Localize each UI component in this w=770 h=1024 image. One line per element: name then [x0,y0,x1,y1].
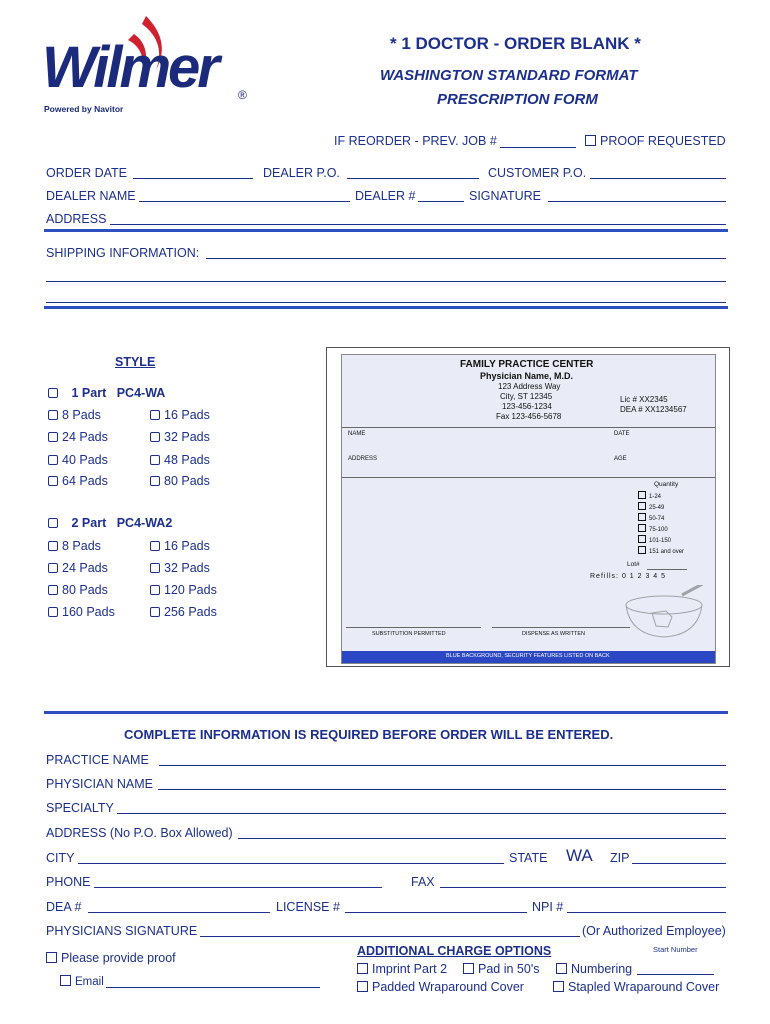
pad-checkbox[interactable] [150,476,160,486]
style-1-part-option[interactable] [48,386,165,400]
preview-dispense: DISPENSE AS WRITTEN [522,631,585,637]
shipping-field-1[interactable] [206,258,726,259]
preview-address: 123 Address Way [498,382,561,391]
pad-option[interactable] [48,583,108,597]
preview-center-name: FAMILY PRACTICE CENTER [460,359,594,370]
proof-requested-checkbox[interactable] [585,135,596,146]
style-2-part-option[interactable] [48,516,172,530]
padded-cover-checkbox[interactable] [357,981,368,992]
padded-cover-option[interactable] [357,980,524,994]
order-date-label: ORDER DATE [46,166,128,180]
reorder-label: IF REORDER - PREV. JOB # [334,134,497,148]
pad-label: 120 Pads [164,583,217,597]
divider-complete [44,711,728,714]
preview-refills: Refills: 0 1 2 3 4 5 [590,573,667,580]
numbering-field[interactable] [637,974,714,975]
preview-lot-line [647,569,687,570]
pad-option[interactable] [150,408,210,422]
pad-checkbox[interactable] [150,455,160,465]
city-label: CITY [46,851,75,865]
preview-quantity-option: 151 and over [638,546,684,555]
preview-date-label: DATE [614,431,630,437]
pad-option[interactable] [150,583,217,597]
preview-lic: Lic # XX2345 [620,395,668,404]
customer-po-label: CUSTOMER P.O. [488,166,587,180]
preview-quantity-option: 25-49 [638,502,664,511]
pad-label: 16 Pads [164,539,210,553]
additional-charge-heading: ADDITIONAL CHARGE OPTIONS [357,944,552,958]
dea-field[interactable] [88,912,270,913]
dealer-po-field[interactable] [347,178,479,179]
dea-label: DEA # [46,900,82,914]
pad-option[interactable] [150,605,217,619]
proof-requested-option[interactable] [585,134,726,148]
state-label: STATE [509,851,548,865]
preview-age-label: AGE [614,456,627,462]
complete-heading: COMPLETE INFORMATION IS REQUIRED BEFORE ORDER WILL BE ENTERED. [124,727,614,742]
city-field[interactable] [78,863,504,864]
signature-label: SIGNATURE [469,189,541,203]
pad-label: 8 Pads [62,408,101,422]
pad-option[interactable] [48,539,101,553]
dealer-num-label: DEALER # [355,189,416,203]
license-field[interactable] [345,912,527,913]
dealer-num-field[interactable] [418,201,464,202]
practice-name-label: PRACTICE NAME [46,753,149,767]
wilmer-logo [42,14,257,124]
padded-cover-label: Padded Wraparound Cover [372,980,524,994]
style-2-part-code: PC4-WA2 [116,516,173,530]
signature-field[interactable] [548,201,726,202]
shipping-label: SHIPPING INFORMATION: [46,246,200,260]
preview-quantity-option: 1-24 [638,491,661,500]
preview-divider-2 [342,477,715,478]
pad-option[interactable] [48,605,115,619]
style-1-part-code: PC4-WA [116,386,166,400]
pad-checkbox[interactable] [48,541,58,551]
pad-label: 160 Pads [62,605,115,619]
pad-option[interactable] [150,561,210,575]
pad-label: 256 Pads [164,605,217,619]
pad-label: 80 Pads [62,583,108,597]
pad-checkbox[interactable] [48,563,58,573]
fax-field[interactable] [440,887,726,888]
pad-label: 8 Pads [62,539,101,553]
form-subtitle-1: WASHINGTON STANDARD FORMAT [380,67,638,84]
physician-signature-field[interactable] [200,936,580,937]
logo-tagline: Powered by Navitor [44,104,124,114]
customer-po-field[interactable] [590,178,726,179]
preview-phone: 123-456-1234 [502,402,552,411]
style-2-part-label: 2 Part [71,516,107,530]
physician-signature-label: PHYSICIANS SIGNATURE [46,924,198,938]
preview-footer-bar [342,651,715,663]
numbering-option[interactable] [556,962,632,976]
reorder-field[interactable] [500,147,576,148]
prescription-preview-sheet [341,354,716,664]
pad-label: 40 Pads [62,453,108,467]
preview-lot-label: Lot# [627,561,640,568]
numbering-checkbox[interactable] [556,963,567,974]
style-1-part-label: 1 Part [71,386,107,400]
imprint-part2-option[interactable] [357,962,447,976]
stapled-cover-checkbox[interactable] [553,981,564,992]
pad-checkbox[interactable] [150,541,160,551]
email-label: Email [75,976,104,988]
pad-label: 16 Pads [164,408,210,422]
pad-checkbox[interactable] [150,585,160,595]
pad-option[interactable] [150,539,210,553]
email-option[interactable] [60,975,104,988]
pad-checkbox[interactable] [150,410,160,420]
preview-address-label: ADDRESS [348,456,378,462]
pad-option[interactable] [150,453,210,467]
divider-top [44,229,728,232]
preview-name-label: NAME [348,431,366,437]
form-title: * 1 DOCTOR - ORDER BLANK * [390,34,641,53]
preview-dea: DEA # XX1234567 [620,405,687,414]
preview-fax: Fax 123-456-5678 [496,412,562,421]
pad-option[interactable] [150,430,210,444]
zip-field[interactable] [632,863,726,864]
physician-name-field[interactable] [158,789,726,790]
preview-sub-permitted: SUBSTITUTION PERMITTED [372,631,446,637]
proof-checkbox[interactable] [46,952,57,963]
pad-checkbox[interactable] [48,410,58,420]
email-checkbox[interactable] [60,975,71,986]
pad-checkbox[interactable] [150,607,160,617]
email-field[interactable] [106,987,320,988]
pad-option[interactable] [150,474,210,488]
proof-requested-label: PROOF REQUESTED [600,134,726,148]
dealer-name-field[interactable] [139,201,350,202]
pad-option[interactable] [48,561,108,575]
pad-label: 64 Pads [62,474,108,488]
form-subtitle-2: PRESCRIPTION FORM [437,91,598,108]
proof-label: Please provide proof [61,951,176,965]
pad-label: 24 Pads [62,561,108,575]
signature-note: (Or Authorized Employee) [582,924,726,938]
pad-checkbox[interactable] [150,563,160,573]
pad-checkbox[interactable] [150,432,160,442]
pad-option[interactable] [48,408,101,422]
license-label: LICENSE # [276,900,340,914]
stapled-cover-option[interactable] [553,980,719,994]
style-2-part-checkbox[interactable] [48,518,58,528]
practice-name-field[interactable] [159,765,726,766]
shipping-field-3[interactable] [46,302,726,303]
numbering-label: Numbering [571,962,633,976]
style-1-part-checkbox[interactable] [48,388,58,398]
npi-label: NPI # [532,900,564,914]
pad-checkbox[interactable] [48,476,58,486]
divider-shipping [44,306,728,309]
pad-label: 24 Pads [62,430,108,444]
logo-word: Wilmer [42,35,217,100]
phone-field[interactable] [94,887,382,888]
pad-in-50s-option[interactable] [463,962,539,976]
pad-checkbox[interactable] [48,607,58,617]
style-heading: STYLE [115,355,156,369]
preview-quantity-option: 75-100 [638,524,668,533]
practice-address-label: ADDRESS (No P.O. Box Allowed) [46,826,233,840]
imprint-part2-label: Imprint Part 2 [372,962,448,976]
address-field[interactable] [110,224,726,225]
address-label: ADDRESS [46,212,107,226]
preview-sig-line-1 [346,627,481,628]
practice-address-field[interactable] [238,838,726,839]
preview-physician: Physician Name, M.D. [480,371,574,381]
specialty-label: SPECIALTY [46,801,114,815]
pad-option[interactable] [48,430,108,444]
pad-label: 32 Pads [164,561,210,575]
zip-label: ZIP [610,851,630,865]
pad-label: 80 Pads [164,474,210,488]
preview-divider-1 [342,427,715,428]
shipping-field-2[interactable] [46,281,726,282]
order-date-field[interactable] [133,178,253,179]
prescription-preview [326,347,730,667]
imprint-part2-checkbox[interactable] [357,963,368,974]
mortar-pestle-icon [622,585,712,645]
npi-field[interactable] [567,912,726,913]
dealer-po-label: DEALER P.O. [263,166,340,180]
start-number-label: Start Number [653,945,698,954]
physician-name-label: PHYSICIAN NAME [46,777,153,791]
fax-label: FAX [411,875,435,889]
preview-footer-text: BLUE BACKGROUND, SECURITY FEATURES LISTED ON BACK [446,653,610,659]
state-value: WA [566,846,593,865]
proof-option[interactable] [46,951,176,965]
preview-quantity-option: 101-150 [638,535,671,544]
preview-sig-line-2 [492,627,630,628]
stapled-cover-label: Stapled Wraparound Cover [568,980,720,994]
specialty-field[interactable] [117,813,726,814]
preview-quantity-heading: Quantity [654,481,679,488]
phone-label: PHONE [46,875,91,889]
pad-option[interactable] [48,474,108,488]
preview-quantity-option: 50-74 [638,513,664,522]
pad-option[interactable] [48,453,108,467]
pad-in-50s-label: Pad in 50's [478,962,540,976]
pad-label: 32 Pads [164,430,210,444]
pad-checkbox[interactable] [48,585,58,595]
preview-city: City, ST 12345 [500,392,553,401]
pad-label: 48 Pads [164,453,210,467]
dealer-name-label: DEALER NAME [46,189,136,203]
pad-in-50s-checkbox[interactable] [463,963,474,974]
pad-checkbox[interactable] [48,432,58,442]
pad-checkbox[interactable] [48,455,58,465]
logo-registered: ® [238,88,247,102]
